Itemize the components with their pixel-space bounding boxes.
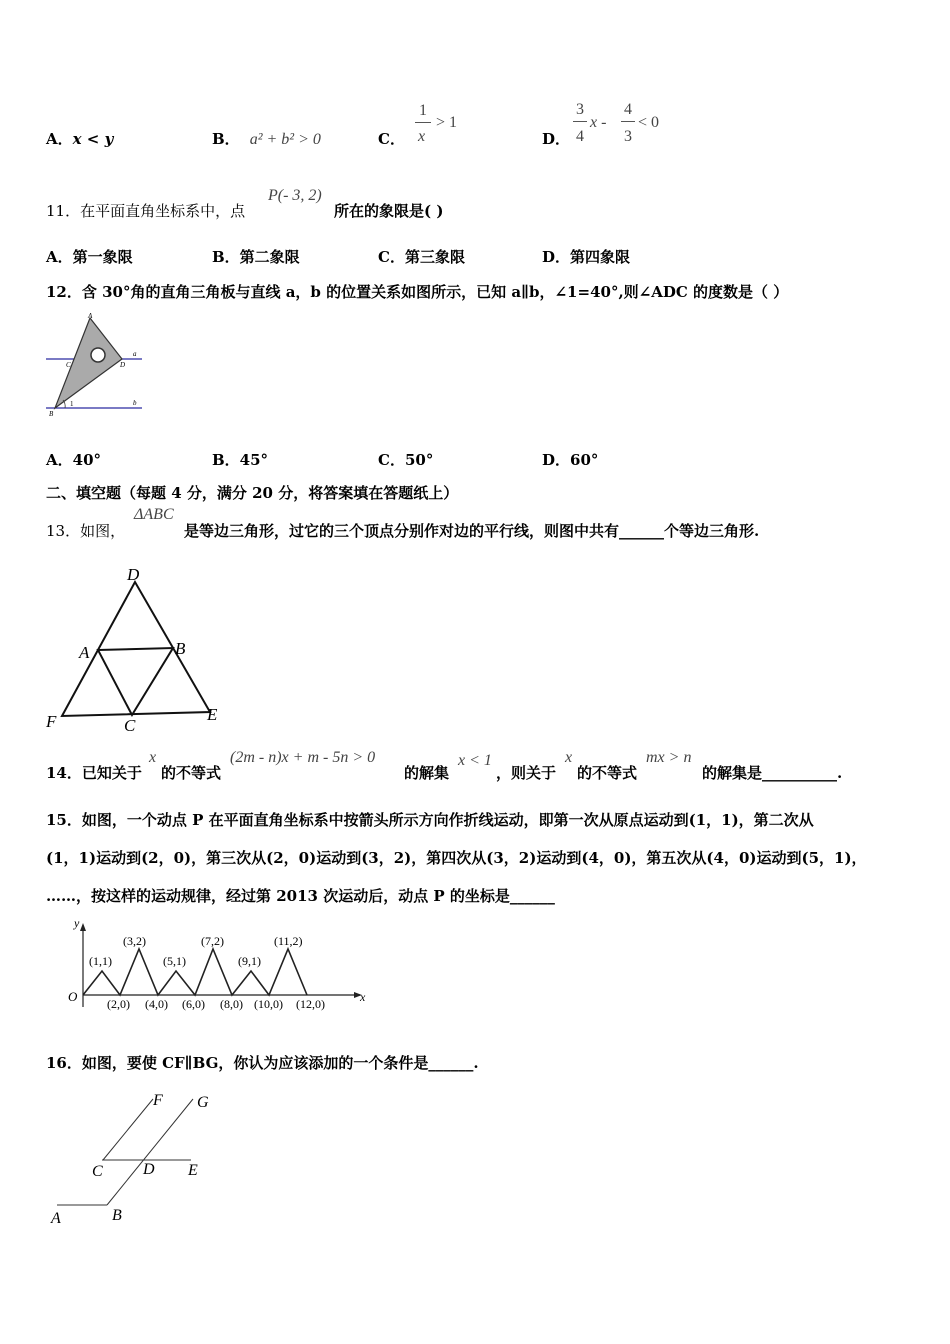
q12-option-a: A．40° [46, 451, 102, 469]
q10-option-c-rest: > 1 [436, 114, 458, 131]
q15-bottom-label: (10,0) [254, 997, 283, 1011]
q10-option-d-letter: D． [542, 130, 571, 148]
q15-bottom-label: (12,0) [296, 997, 325, 1011]
q12-option-d: D．60° [542, 451, 599, 469]
q12-label-b: b [133, 399, 137, 407]
q10-option-b: B． a² + b² > 0 [212, 130, 321, 148]
section-title: 二、填空题（每题 4 分，满分 20 分，将答案填在答题纸上） [46, 484, 459, 502]
q16-label-A: A [51, 1210, 61, 1227]
q15-bottom-label: (2,0) [107, 997, 130, 1011]
q10-option-d-n1: 3 [576, 101, 584, 118]
q14-x1: x [149, 749, 157, 766]
q11-option-d: D．第四象限 [542, 248, 631, 266]
q12-option-c: C．50° [378, 451, 434, 469]
q15-top-label: (5,1) [163, 954, 186, 968]
q10-option-c-letter: C． [378, 130, 405, 148]
q15-origin: O [68, 989, 78, 1004]
q12-label-1: 1 [70, 400, 74, 408]
q13-label-A: A [79, 643, 90, 662]
q13-label-F: F [46, 712, 57, 731]
q15-top-label: (11,2) [274, 934, 303, 948]
q15-line3: ……，按这样的运动规律，经过第 2013 次运动后，动点 P 的坐标是______ [46, 887, 555, 905]
q15-bottom-label: (4,0) [145, 997, 168, 1011]
q16-label-B: B [112, 1207, 122, 1224]
q11-point: P(- 3, 2) [268, 187, 322, 204]
q16-label-F: F [153, 1092, 163, 1109]
q13-label-C: C [124, 716, 136, 735]
q10-option-c-num: 1 [419, 102, 427, 119]
q15-figure [50, 915, 380, 1020]
q11-option-b: B．第二象限 [212, 248, 300, 266]
q12-label-C: C [66, 361, 71, 369]
q14-part1: 14．已知关于 [46, 764, 142, 782]
q16-stem: 16．如图，要使 CF∥BG，你认为应该添加的一个条件是______. [46, 1054, 479, 1072]
q12-figure [40, 310, 150, 420]
fraction-bar [415, 122, 431, 123]
fraction-bar [621, 121, 635, 122]
q13-label-D: D [127, 565, 140, 584]
q12-label-a: a [133, 350, 137, 358]
q16-figure [45, 1085, 225, 1235]
q10-option-d-mid: x - [590, 114, 607, 131]
q12-option-b: B．45° [212, 451, 269, 469]
q10-option-d-d1: 4 [576, 128, 584, 145]
q11-option-a: A．第一象限 [46, 248, 133, 266]
q12-label-A: A [88, 312, 93, 320]
q11-stem-a: 11．在平面直角坐标系中，点 [46, 202, 246, 220]
q14-part6: 的解集是__________. [702, 764, 843, 782]
q13-stem-b: 是等边三角形，过它的三个顶点分别作对边的平行线，则图中共有______个等边三角形. [184, 522, 760, 540]
q13-figure [40, 560, 230, 740]
q10-option-a: A．x < y [46, 130, 114, 148]
q14-part2: 的不等式 [161, 764, 222, 782]
q11-stem-b: 所在的象限是( ) [334, 202, 444, 220]
q14-part3: 的解集 [404, 764, 450, 782]
q16-label-G: G [197, 1094, 209, 1111]
q16-label-C: C [92, 1163, 103, 1180]
q15-x-axis-label: x [360, 990, 366, 1004]
q10-option-d-rest: < 0 [638, 114, 660, 131]
q16-label-E: E [188, 1162, 198, 1179]
q10-option-d-n2: 4 [624, 101, 632, 118]
q11-option-c: C．第三象限 [378, 248, 465, 266]
q14-ineq2: mx > n [646, 749, 692, 766]
fraction-bar [573, 121, 587, 122]
q13-label-B: B [175, 639, 186, 658]
q15-bottom-label: (8,0) [220, 997, 243, 1011]
q14-part4: ，则关于 [496, 764, 557, 782]
q14-ineq1: (2m - n)x + m - 5n > 0 [230, 749, 376, 766]
q13-stem-a: 13．如图， [46, 522, 126, 540]
q14-solution: x < 1 [458, 752, 492, 769]
q15-top-label: (9,1) [238, 954, 261, 968]
q12-label-B: B [49, 410, 54, 418]
q15-top-label: (3,2) [123, 934, 146, 948]
q15-line1: 15．如图，一个动点 P 在平面直角坐标系中按箭头所示方向作折线运动，即第一次从原点运动到(1，1)，第二次从 [46, 811, 814, 829]
q16-label-D: D [143, 1161, 155, 1178]
q10-option-c-den: x [418, 128, 426, 145]
q13-label-E: E [207, 705, 218, 724]
q14-part5: 的不等式 [577, 764, 638, 782]
q15-top-label: (1,1) [89, 954, 112, 968]
q15-top-label: (7,2) [201, 934, 224, 948]
q10-option-d-d2: 3 [624, 128, 632, 145]
q13-triangle: ΔABC [134, 506, 174, 523]
q14-x2: x [565, 749, 573, 766]
q12-label-D: D [120, 361, 126, 369]
q15-line2: (1，1)运动到(2，0)，第三次从(2，0)运动到(3，2)，第四次从(3，2)运动到(4，0)，第五次从(4，0)运动到(5，1)， [46, 849, 867, 867]
q15-y-axis-label: y [74, 916, 80, 930]
q12-stem: 12．含 30°角的直角三角板与直线 a，b 的位置关系如图所示，已知 a∥b，∠1=40°,则∠ADC 的度数是（ ） [46, 283, 789, 301]
q15-bottom-label: (6,0) [182, 997, 205, 1011]
